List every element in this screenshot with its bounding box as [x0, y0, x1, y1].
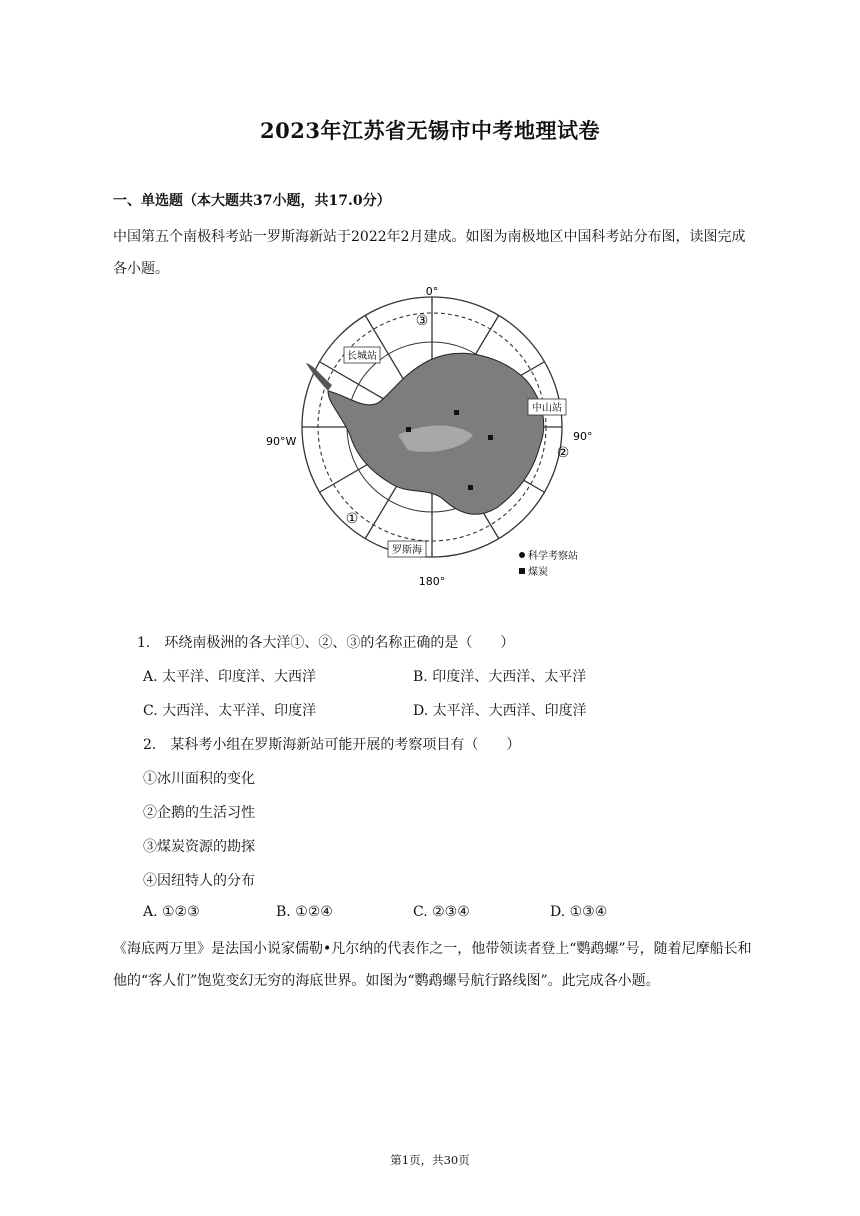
question-2-item-1: ①冰川面积的变化 — [143, 771, 255, 787]
label-90w: 90°W — [266, 435, 297, 448]
question-1-option-d[interactable]: D. 太平洋、大西洋、印度洋 — [413, 703, 587, 719]
question-2-item-4: ④因纽特人的分布 — [143, 873, 255, 889]
legend-coal-label: 煤炭 — [528, 567, 548, 578]
intro-paragraph-1: 中国第五个南极科考站一罗斯海新站于2022年2月建成。如图为南极地区中国科考站分布图，读图完成各小题。 — [113, 229, 746, 277]
question-1-option-b[interactable]: B. 印度洋、大西洋、太平洋 — [413, 669, 587, 685]
antarctica-map — [258, 285, 602, 591]
question-1-stem: 1. 环绕南极洲的各大洋①、②、③的名称正确的是（ ） — [137, 635, 515, 651]
label-ross-sea: 罗斯海 — [392, 545, 422, 556]
ocean-marker-3: ③ — [415, 313, 429, 329]
question-1-option-c[interactable]: C. 大西洋、太平洋、印度洋 — [143, 703, 317, 719]
question-2-item-2: ②企鹅的生活习性 — [143, 805, 255, 821]
page-title: 2023年江苏省无锡市中考地理试卷 — [260, 118, 600, 143]
question-2-option-a[interactable]: A. ①②③ — [143, 904, 200, 920]
label-changcheng-station: 长城站 — [347, 351, 377, 362]
ocean-marker-2: ② — [556, 445, 570, 461]
ocean-marker-1: ① — [345, 511, 359, 527]
label-90e: 90° — [573, 430, 593, 443]
legend-station-label: 科学考察站 — [528, 551, 578, 562]
section-heading: 一、单选题（本大题共37小题，共17.0分） — [113, 193, 391, 209]
label-zhongshan-station: 中山站 — [532, 403, 562, 414]
question-1-option-a[interactable]: A. 太平洋、印度洋、大西洋 — [143, 669, 317, 685]
station-legend-symbol — [519, 552, 525, 558]
coal-legend-symbol — [519, 568, 525, 574]
question-2-option-b[interactable]: B. ①②④ — [276, 904, 333, 920]
question-2-option-c[interactable]: C. ②③④ — [413, 904, 470, 920]
intro-paragraph-2: 《海底两万里》是法国小说家儒勒•凡尔纳的代表作之一，他带领读者登上“鹦鹉螺”号，随着尼摩船长和他的“客人们”饱览变幻无穷的海底世界。如图为“鹦鹉螺号航行路线图”。此完成各小题。 — [113, 941, 752, 989]
question-2-stem: 2. 某科考小组在罗斯海新站可能开展的考察项目有（ ） — [143, 737, 521, 753]
label-0-degree: 0° — [425, 285, 439, 298]
label-180-degree: 180° — [418, 575, 446, 588]
page-footer: 第1页，共30页 — [390, 1153, 470, 1167]
antarctica-landmass — [306, 353, 544, 514]
question-2-item-3: ③煤炭资源的勘探 — [143, 839, 255, 855]
question-2-option-d[interactable]: D. ①③④ — [550, 904, 608, 920]
